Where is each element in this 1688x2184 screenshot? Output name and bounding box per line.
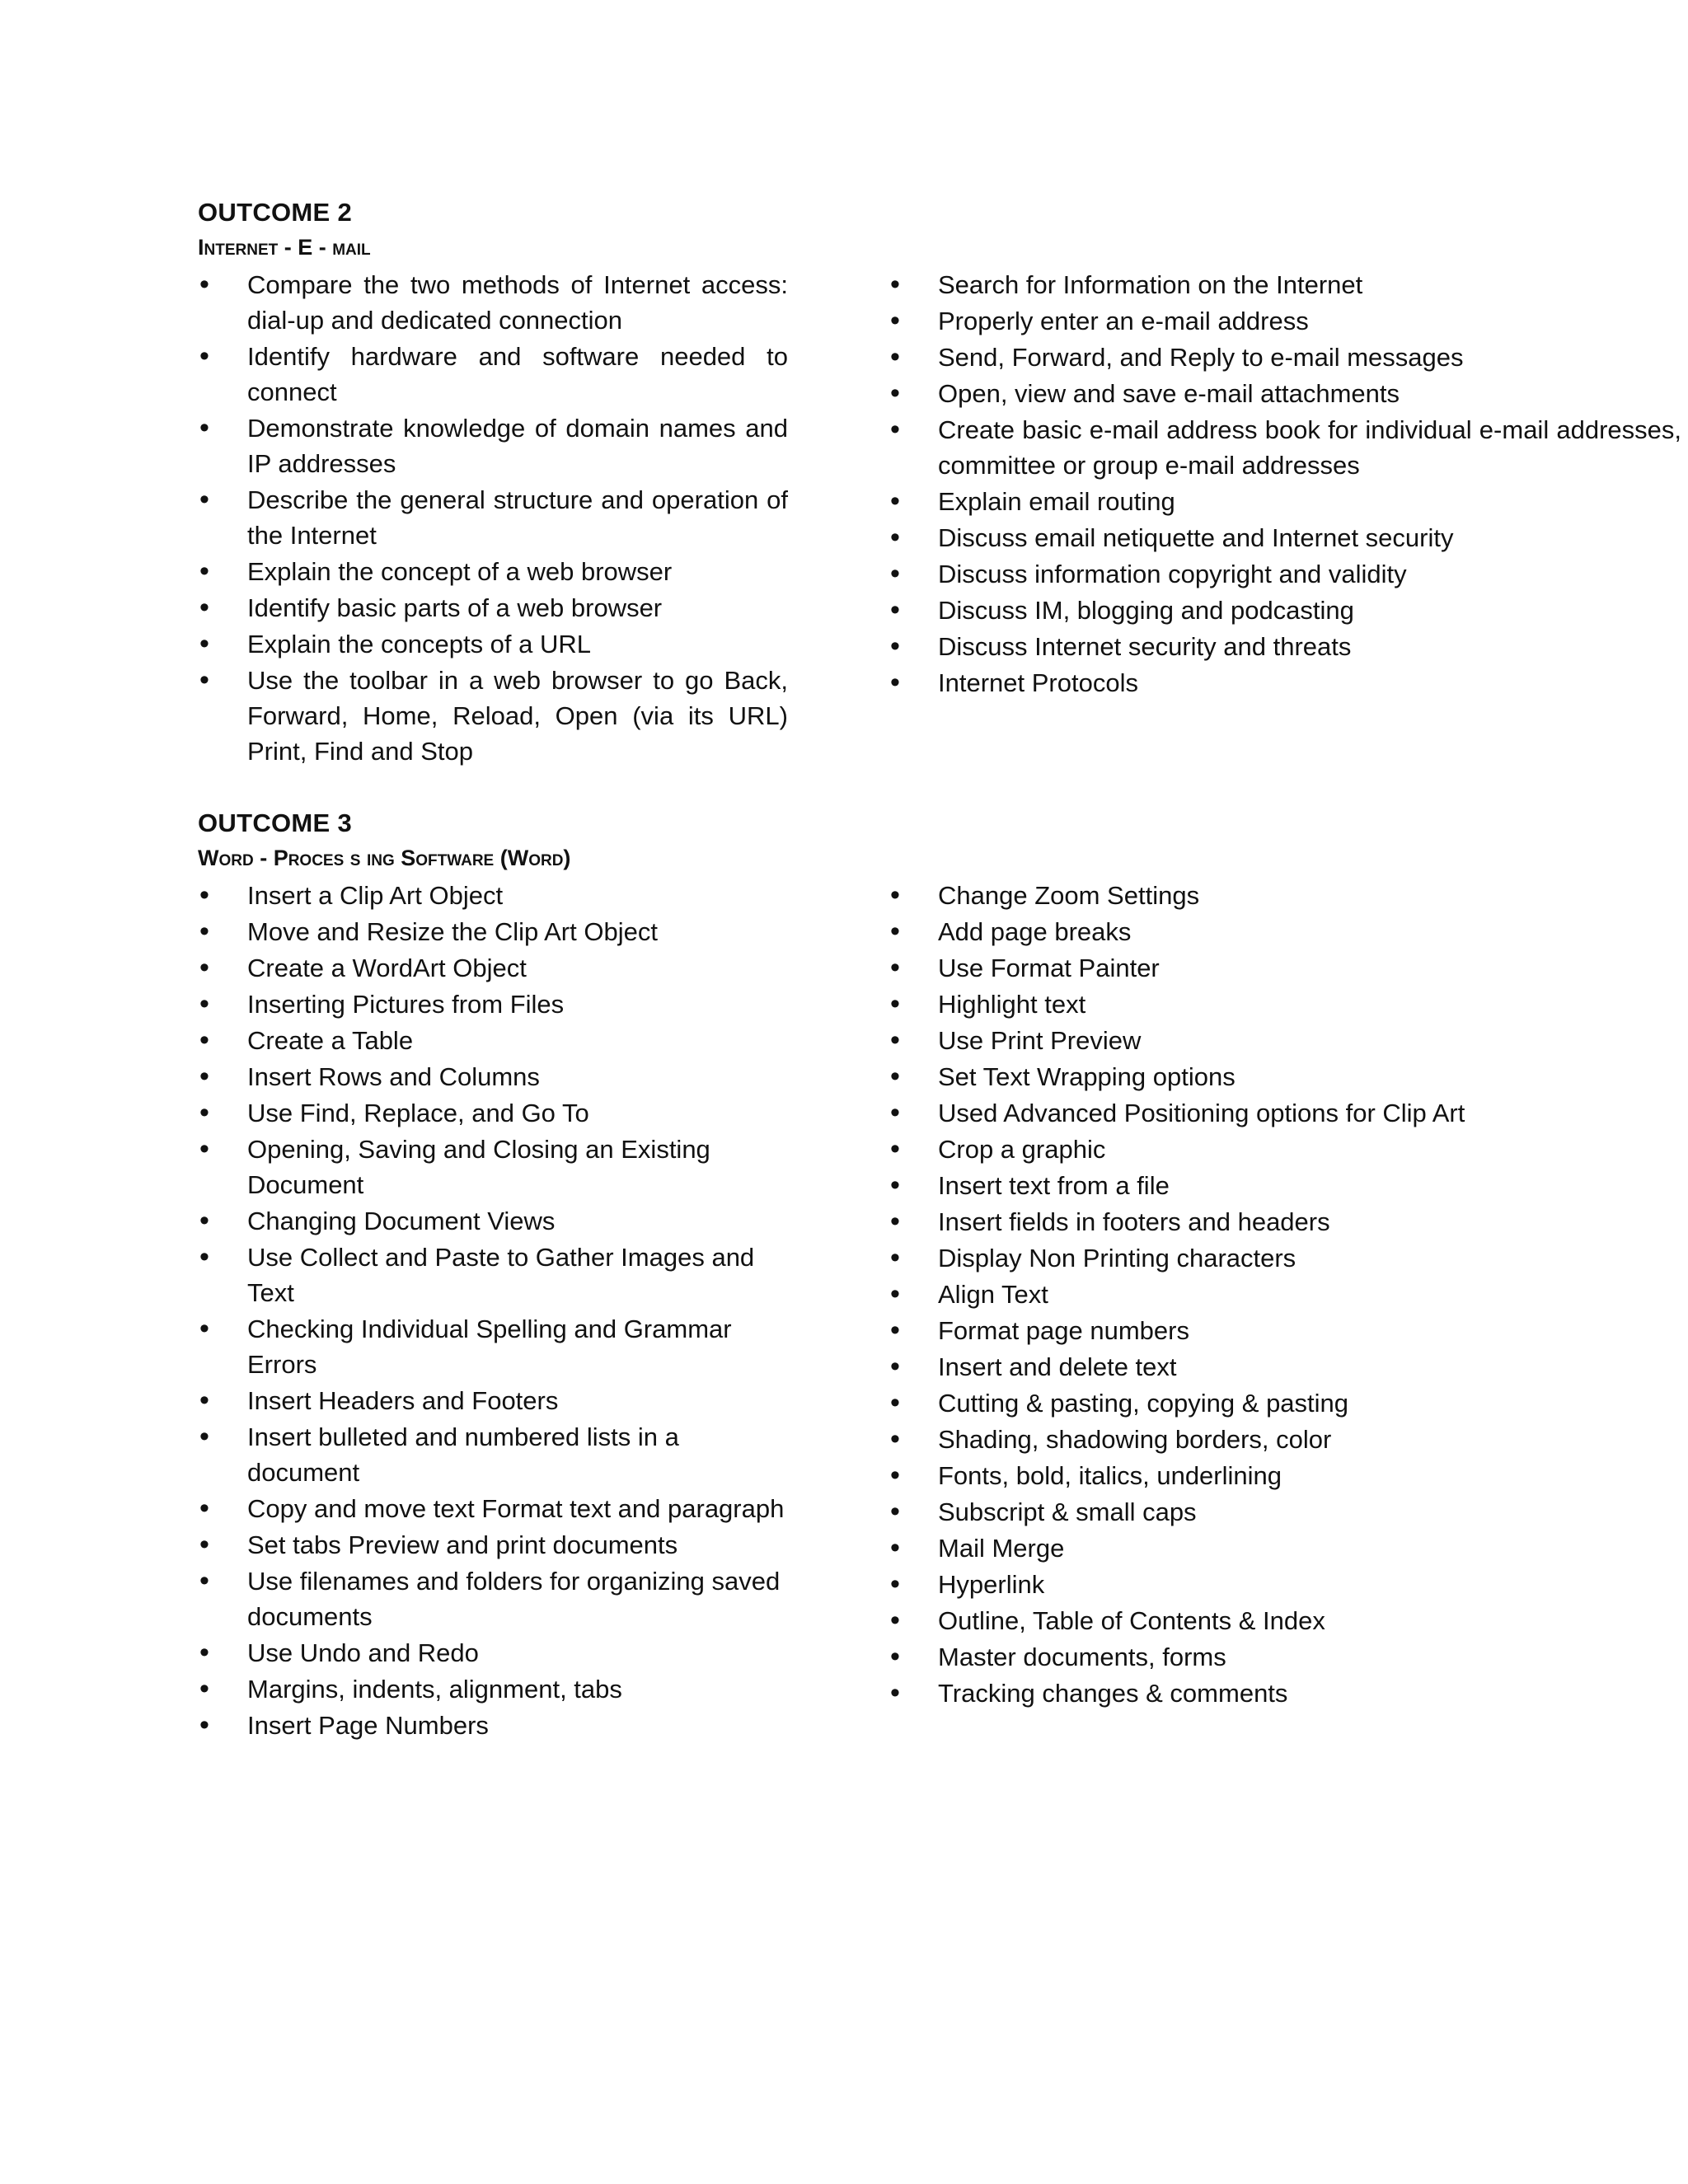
list-item <box>889 1313 1681 1348</box>
bullet-icon: • <box>199 1024 209 1056</box>
bullet-icon: • <box>890 1423 900 1455</box>
list-item-text: Create a Table <box>247 1026 414 1055</box>
list-item <box>198 267 788 338</box>
list-item <box>889 987 1681 1022</box>
list-item <box>889 629 1681 664</box>
list-item-text: Format page numbers <box>938 1316 1189 1345</box>
list-item-text: Master documents, forms <box>938 1643 1226 1671</box>
bullet-icon: • <box>890 1206 900 1237</box>
list-item <box>889 1639 1681 1675</box>
list-item <box>889 1422 1681 1457</box>
list-item <box>198 1563 788 1634</box>
list-item <box>889 1277 1681 1312</box>
list-item <box>889 340 1681 375</box>
bullet-icon: • <box>890 594 900 626</box>
list-item <box>198 1095 788 1131</box>
bullet-icon: • <box>199 269 209 300</box>
bullet-icon: • <box>199 1529 209 1560</box>
bullet-icon: • <box>890 988 900 1019</box>
list-item-text: Insert bulleted and numbered lists in a document <box>247 1422 679 1487</box>
list-item <box>198 1708 788 1743</box>
bullet-icon: • <box>890 1641 900 1672</box>
list-item <box>889 593 1681 628</box>
list-item-text: Cutting & pasting, copying & pasting <box>938 1389 1349 1418</box>
list-item <box>889 665 1681 701</box>
list-item <box>198 626 788 662</box>
list-item-text: Use Undo and Redo <box>247 1638 479 1667</box>
bullet-icon: • <box>890 1097 900 1128</box>
bullet-icon: • <box>890 1242 900 1273</box>
outcome-3-subtitle: Word - Proces s ing Software (Word) <box>198 846 571 870</box>
list-item-text: Identify hardware and software needed to connect <box>247 342 788 406</box>
bullet-icon: • <box>890 485 900 517</box>
bullet-icon: • <box>890 1351 900 1382</box>
bullet-icon: • <box>199 1133 209 1165</box>
bullet-icon: • <box>199 628 209 659</box>
list-item-text: Used Advanced Positioning options for Clip Art <box>938 1099 1465 1127</box>
list-item <box>889 1385 1681 1421</box>
bullet-icon: • <box>199 1637 209 1668</box>
list-item-text: Use Find, Replace, and Go To <box>247 1099 589 1127</box>
bullet-icon: • <box>890 916 900 947</box>
outcome-2-title: OUTCOME 2 <box>198 198 352 227</box>
list-item-text: Insert fields in footers and headers <box>938 1207 1330 1236</box>
bullet-icon: • <box>199 879 209 911</box>
bullet-icon: • <box>890 377 900 409</box>
bullet-icon: • <box>199 340 209 372</box>
outcome-2-section <box>198 198 1681 775</box>
bullet-icon: • <box>890 558 900 589</box>
list-item <box>198 1671 788 1707</box>
list-item <box>198 663 788 769</box>
bullet-icon: • <box>199 1493 209 1524</box>
list-item <box>198 950 788 986</box>
list-item-text: Discuss information copyright and validity <box>938 560 1407 588</box>
list-item-text: Insert Headers and Footers <box>247 1386 559 1415</box>
list-item <box>198 1240 788 1310</box>
list-item <box>889 1567 1681 1602</box>
list-item-text: Use Collect and Paste to Gather Images and Text <box>247 1243 755 1307</box>
list-item-text: Shading, shadowing borders, color <box>938 1425 1332 1454</box>
list-item <box>889 1240 1681 1276</box>
list-item-text: Internet Protocols <box>938 668 1138 697</box>
bullet-icon: • <box>890 1315 900 1346</box>
bullet-icon: • <box>890 1460 900 1491</box>
bullet-icon: • <box>890 341 900 373</box>
list-item <box>198 1023 788 1058</box>
bullet-icon: • <box>199 412 209 443</box>
list-item-text: Opening, Saving and Closing an Existing Document <box>247 1135 710 1199</box>
bullet-icon: • <box>199 664 209 696</box>
list-item-text: Insert a Clip Art Object <box>247 881 504 910</box>
outcome-3-title: OUTCOME 3 <box>198 808 352 837</box>
bullet-icon: • <box>199 1061 209 1092</box>
list-item <box>889 267 1681 302</box>
list-item <box>198 1635 788 1671</box>
list-item-text: Compare the two methods of Internet access: dial-up and dedicated connection <box>247 270 788 335</box>
list-item-text: Insert and delete text <box>938 1352 1177 1381</box>
list-item <box>889 1023 1681 1058</box>
bullet-icon: • <box>890 1496 900 1527</box>
list-item-text: Create a WordArt Object <box>247 954 527 982</box>
list-item <box>198 914 788 949</box>
list-item <box>889 556 1681 592</box>
list-item <box>198 1419 788 1490</box>
list-item <box>198 590 788 626</box>
list-item <box>889 950 1681 986</box>
outcome-3-right-list <box>889 878 1681 1712</box>
bullet-icon: • <box>890 269 900 300</box>
list-item <box>889 1059 1681 1094</box>
bullet-icon: • <box>890 1532 900 1563</box>
list-item <box>198 1383 788 1418</box>
bullet-icon: • <box>199 1709 209 1741</box>
list-item-text: Discuss IM, blogging and podcasting <box>938 596 1354 625</box>
bullet-icon: • <box>890 667 900 698</box>
list-item-text: Use Print Preview <box>938 1026 1142 1055</box>
list-item <box>889 1095 1681 1131</box>
list-item-text: Describe the general structure and operation of the Internet <box>247 485 788 550</box>
bullet-icon: • <box>890 1605 900 1636</box>
list-item-text: Use the toolbar in a web browser to go Back, Forward, Home, Reload, Open (via its URL) Print, Find and Stop <box>247 666 788 766</box>
list-item-text: Properly enter an e-mail address <box>938 307 1309 335</box>
list-item-text: Explain the concepts of a URL <box>247 630 592 658</box>
bullet-icon: • <box>199 1673 209 1704</box>
list-item-text: Explain email routing <box>938 487 1175 516</box>
list-item-text: Open, view and save e-mail attachments <box>938 379 1400 408</box>
bullet-icon: • <box>199 1313 209 1344</box>
list-item <box>889 1349 1681 1385</box>
list-item <box>889 1132 1681 1167</box>
list-item-text: Discuss email netiquette and Internet security <box>938 523 1454 552</box>
list-item <box>889 376 1681 411</box>
list-item <box>889 878 1681 913</box>
list-item <box>198 987 788 1022</box>
list-item <box>889 1530 1681 1566</box>
list-item-text: Insert Rows and Columns <box>247 1062 540 1091</box>
list-item-text: Insert text from a file <box>938 1171 1170 1200</box>
list-item-text: Subscript & small caps <box>938 1497 1197 1526</box>
list-item <box>889 303 1681 339</box>
list-item <box>198 1311 788 1382</box>
list-item <box>198 1132 788 1202</box>
list-item-text: Move and Resize the Clip Art Object <box>247 917 658 946</box>
list-item-text: Tracking changes & comments <box>938 1679 1288 1708</box>
list-item-text: Crop a graphic <box>938 1135 1106 1164</box>
list-item-text: Set tabs Preview and print documents <box>247 1530 678 1559</box>
bullet-icon: • <box>890 1061 900 1092</box>
bullet-icon: • <box>199 1385 209 1416</box>
bullet-icon: • <box>199 1097 209 1128</box>
list-item <box>198 1527 788 1563</box>
list-item-text: Use filenames and folders for organizing saved documents <box>247 1567 781 1631</box>
list-item-text: Create basic e-mail address book for individual e-mail addresses, committee or group e-mail addresses <box>938 415 1681 480</box>
bullet-icon: • <box>890 1169 900 1201</box>
list-item <box>198 1491 788 1526</box>
list-item <box>198 554 788 589</box>
list-item <box>889 484 1681 519</box>
list-item-text: Highlight text <box>938 990 1086 1019</box>
list-item-text: Outline, Table of Contents & Index <box>938 1606 1325 1635</box>
list-item-text: Inserting Pictures from Files <box>247 990 565 1019</box>
list-item <box>198 1203 788 1239</box>
list-item <box>889 1675 1681 1711</box>
bullet-icon: • <box>890 1024 900 1056</box>
list-item-text: Changing Document Views <box>247 1207 556 1235</box>
list-item-text: Insert Page Numbers <box>247 1711 489 1740</box>
bullet-icon: • <box>890 305 900 336</box>
list-item-text: Mail Merge <box>938 1534 1065 1563</box>
list-item-text: Change Zoom Settings <box>938 881 1200 910</box>
list-item <box>198 1059 788 1094</box>
bullet-icon: • <box>199 1205 209 1236</box>
bullet-icon: • <box>890 1677 900 1708</box>
bullet-icon: • <box>199 916 209 947</box>
list-item-text: Display Non Printing characters <box>938 1244 1296 1272</box>
bullet-icon: • <box>199 484 209 515</box>
list-item <box>198 482 788 553</box>
list-item-text: Explain the concept of a web browser <box>247 557 673 586</box>
list-item <box>198 878 788 913</box>
list-item <box>889 1168 1681 1203</box>
list-item <box>889 914 1681 949</box>
list-item <box>889 1494 1681 1530</box>
outcome-2-subtitle: Internet - E - mail <box>198 235 371 260</box>
list-item-text: Demonstrate knowledge of domain names and IP addresses <box>247 414 788 478</box>
outcome-2-right-list <box>889 267 1681 701</box>
outcome-2-left-list <box>198 267 788 770</box>
bullet-icon: • <box>199 952 209 983</box>
bullet-icon: • <box>199 592 209 623</box>
list-item-text: Send, Forward, and Reply to e-mail messages <box>938 343 1464 372</box>
list-item-text: Copy and move text Format text and paragraph <box>247 1494 785 1523</box>
list-item <box>198 410 788 481</box>
list-item-text: Margins, indents, alignment, tabs <box>247 1675 622 1704</box>
list-item-text: Fonts, bold, italics, underlining <box>938 1461 1282 1490</box>
bullet-icon: • <box>199 1241 209 1272</box>
list-item <box>889 1603 1681 1638</box>
bullet-icon: • <box>890 414 900 445</box>
list-item <box>889 412 1681 483</box>
list-item <box>889 1458 1681 1493</box>
bullet-icon: • <box>890 879 900 911</box>
bullet-icon: • <box>199 988 209 1019</box>
bullet-icon: • <box>890 630 900 662</box>
list-item <box>889 520 1681 555</box>
list-item-text: Use Format Painter <box>938 954 1160 982</box>
list-item <box>198 339 788 410</box>
list-item-text: Checking Individual Spelling and Grammar Errors <box>247 1315 732 1379</box>
list-item-text: Search for Information on the Internet <box>938 270 1363 299</box>
list-item-text: Align Text <box>938 1280 1048 1309</box>
list-item <box>889 1204 1681 1240</box>
list-item-text: Add page breaks <box>938 917 1132 946</box>
bullet-icon: • <box>890 1133 900 1165</box>
bullet-icon: • <box>890 1387 900 1418</box>
list-item-text: Hyperlink <box>938 1570 1045 1599</box>
list-item-text: Set Text Wrapping options <box>938 1062 1236 1091</box>
list-item-text: Identify basic parts of a web browser <box>247 593 663 622</box>
bullet-icon: • <box>890 1568 900 1600</box>
bullet-icon: • <box>890 1278 900 1310</box>
bullet-icon: • <box>890 522 900 553</box>
bullet-icon: • <box>199 1421 209 1452</box>
bullet-icon: • <box>199 1565 209 1596</box>
outcome-3-left-list <box>198 878 788 1744</box>
bullet-icon: • <box>199 555 209 587</box>
bullet-icon: • <box>890 952 900 983</box>
outcome-3-section <box>198 808 1492 1814</box>
list-item-text: Discuss Internet security and threats <box>938 632 1352 661</box>
